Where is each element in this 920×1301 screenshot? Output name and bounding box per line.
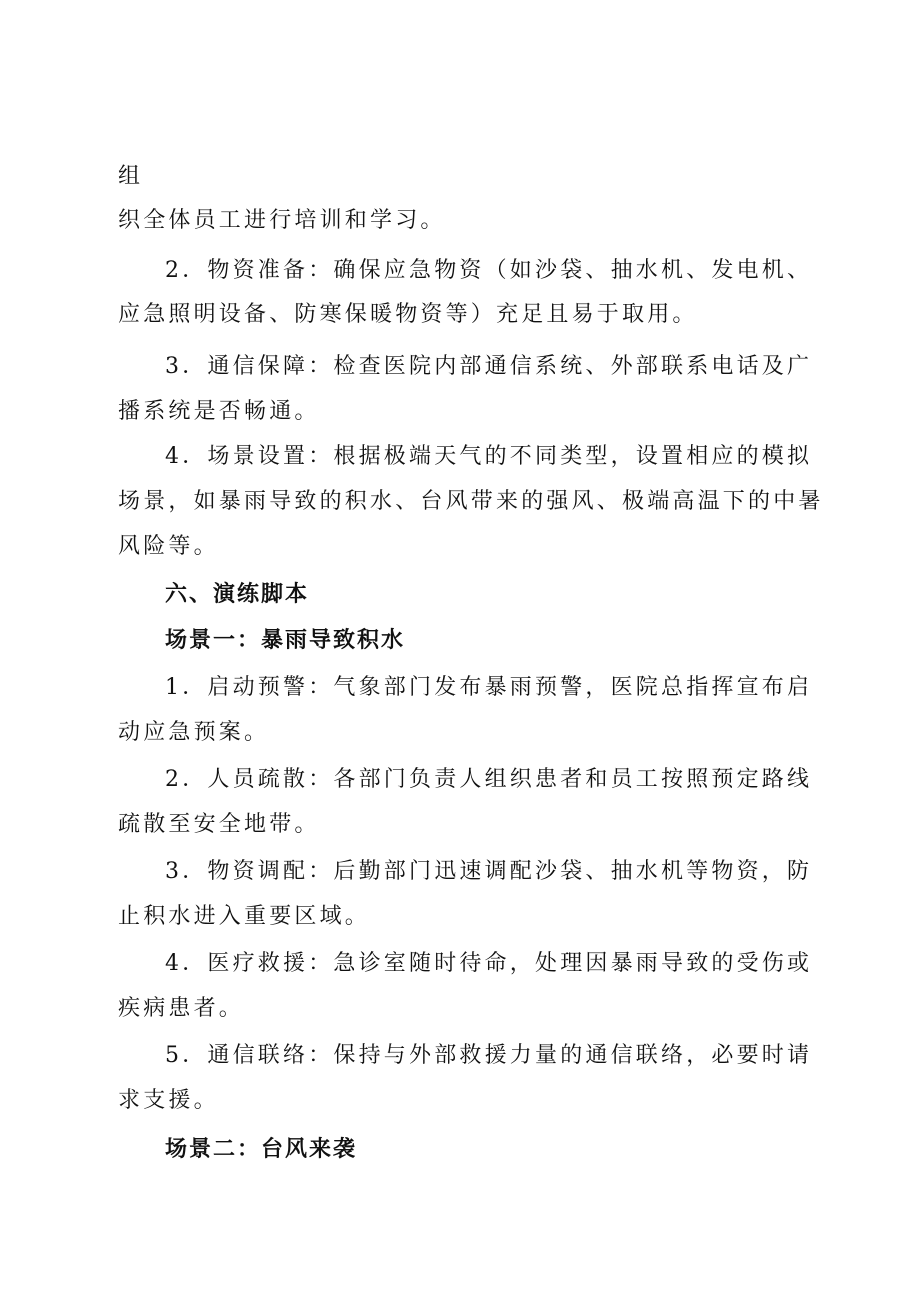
list-item-2-line-2: 应急照明设备、防寒保暖物资等）充足且易于取用。 [118, 302, 698, 327]
scene-1-item-4-line-2: 疾病患者。 [118, 996, 245, 1021]
section-heading: 六、演练脚本 [165, 582, 310, 607]
list-item-3-line-1: 3．通信保障：检查医院内部通信系统、外部联系电话及广 [165, 354, 813, 379]
scene-1-item-1-line-2: 动应急预案。 [118, 720, 270, 745]
list-item-2-line-1: 2．物资准备：确保应急物资（如沙袋、抽水机、发电机、 [165, 258, 813, 283]
scene-2-heading: 场景二：台风来袭 [165, 1137, 358, 1162]
scene-1-item-4-line-1: 4．医疗救援：急诊室随时待命，处理因暴雨导致的受伤或 [165, 951, 813, 976]
scene-1-item-5-line-2: 求支援。 [118, 1088, 219, 1113]
scene-1-item-2-line-1: 2．人员疏散：各部门负责人组织患者和员工按照预定路线 [165, 767, 813, 792]
scene-1-item-3-line-1: 3．物资调配：后勤部门迅速调配沙袋、抽水机等物资，防 [165, 859, 813, 884]
list-item-3-line-2: 播系统是否畅通。 [118, 399, 320, 424]
text-line: 组 [118, 164, 144, 189]
scene-1-item-5-line-1: 5．通信联络：保持与外部救援力量的通信联络，必要时请 [165, 1043, 813, 1068]
list-item-4-line-1: 4．场景设置：根据极端天气的不同类型，设置相应的模拟 [165, 444, 813, 469]
scene-1-item-1-line-1: 1．启动预警：气象部门发布暴雨预警，医院总指挥宣布启 [165, 675, 813, 700]
scene-1-heading: 场景一：暴雨导致积水 [165, 628, 406, 653]
scene-1-item-2-line-2: 疏散至安全地带。 [118, 812, 320, 837]
text-line: 织全体员工进行培训和学习。 [118, 208, 446, 233]
list-item-4-line-3: 风险等。 [118, 534, 219, 559]
scene-1-item-3-line-2: 止积水进入重要区域。 [118, 904, 371, 929]
list-item-4-line-2: 场景，如暴雨导致的积水、台风带来的强风、极端高温下的中暑 [118, 489, 824, 514]
